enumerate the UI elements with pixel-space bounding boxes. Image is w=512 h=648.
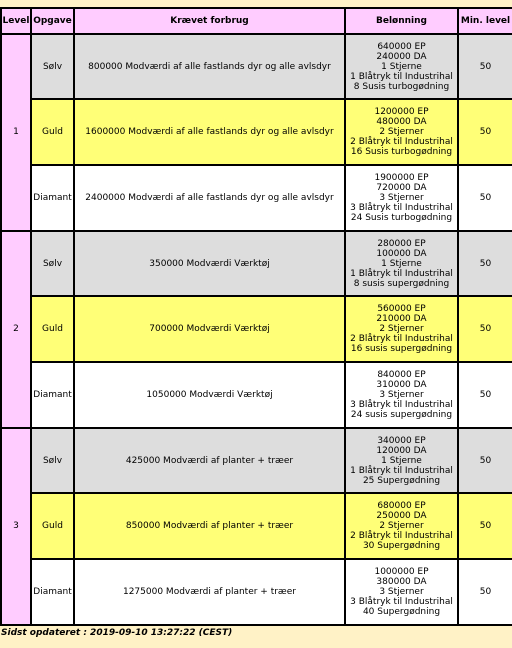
reward-line: 210000 DA	[376, 313, 427, 324]
required-cell: 1275000 Modværdi af planter + træer	[74, 559, 345, 625]
required-cell: 1050000 Modværdi Værktøj	[74, 362, 345, 428]
header-level: Level	[1, 8, 31, 34]
task-cell: Guld	[31, 493, 74, 558]
reward-cell	[345, 165, 458, 231]
reward-cell	[345, 231, 458, 296]
reward-line: 25 Supergødning	[362, 475, 441, 486]
reward-line: 1 Blåtryk til Industrihal	[350, 71, 453, 82]
reward-line: 340000 EP	[377, 435, 426, 446]
reward-cell	[345, 296, 458, 361]
last-updated: Sidst opdateret : 2019-09-10 13:27:22 (CEST)	[1, 628, 233, 638]
reward-line: 24 Susis turbogødning	[350, 212, 453, 223]
required-cell: 350000 Modværdi Værktøj	[74, 231, 345, 296]
reward-line: 3 Stjerner	[379, 192, 424, 203]
table-row	[1, 493, 512, 558]
reward-line: 100000 DA	[376, 248, 427, 259]
level-cell: 2	[1, 231, 31, 428]
reward-line: 1200000 EP	[374, 106, 429, 117]
required-cell: 850000 Modværdi af planter + træer	[74, 493, 345, 558]
table-row	[1, 34, 512, 99]
header-required: Krævet forbrug	[74, 8, 345, 34]
reward-line: 560000 EP	[377, 303, 426, 314]
reward-cell	[345, 34, 458, 99]
quest-table-body	[1, 34, 512, 625]
min-level-cell: 50	[458, 99, 512, 164]
table-row	[1, 559, 512, 625]
task-cell: Sølv	[31, 34, 74, 99]
required-cell: 425000 Modværdi af planter + træer	[74, 428, 345, 493]
task-cell: Diamant	[31, 165, 74, 231]
reward-line: 3 Blåtryk til Industrihal	[350, 202, 453, 213]
table-row	[1, 428, 512, 493]
task-cell: Sølv	[31, 231, 74, 296]
reward-line: 16 susis supergødning	[350, 343, 453, 354]
table-row	[1, 362, 512, 428]
reward-line: 840000 EP	[377, 369, 426, 380]
quest-table	[0, 7, 512, 626]
reward-line: 1 Blåtryk til Industrihal	[350, 465, 453, 476]
level-cell: 3	[1, 428, 31, 625]
required-cell: 700000 Modværdi Værktøj	[74, 296, 345, 361]
reward-line: 1900000 EP	[374, 172, 429, 183]
reward-line: 310000 DA	[376, 379, 427, 390]
reward-line: 2 Stjerner	[379, 126, 424, 137]
required-cell: 1600000 Modværdi af alle fastlands dyr og alle avlsdyr	[74, 99, 345, 164]
min-level-cell: 50	[458, 296, 512, 361]
reward-cell	[345, 559, 458, 625]
reward-line: 2 Stjerner	[379, 323, 424, 334]
reward-line: 8 Susis turbogødning	[353, 81, 450, 92]
min-level-cell: 50	[458, 231, 512, 296]
reward-line: 2 Blåtryk til Industrihal	[350, 530, 453, 541]
header-task: Opgave	[31, 8, 74, 34]
header-reward: Belønning	[345, 8, 458, 34]
reward-line: 24 susis supergødning	[350, 409, 453, 420]
header-min-level: Min. level	[458, 8, 512, 34]
reward-line: 640000 EP	[377, 41, 426, 52]
task-cell: Sølv	[31, 428, 74, 493]
table-row	[1, 165, 512, 231]
reward-line: 720000 DA	[376, 182, 427, 193]
reward-line: 1 Stjerne	[381, 258, 422, 269]
task-cell: Diamant	[31, 559, 74, 625]
reward-cell	[345, 362, 458, 428]
reward-line: 1 Stjerne	[381, 61, 422, 72]
reward-line: 3 Blåtryk til Industrihal	[350, 399, 453, 410]
reward-line: 1 Stjerne	[381, 455, 422, 466]
reward-line: 30 Supergødning	[362, 540, 441, 551]
table-row	[1, 99, 512, 164]
reward-line: 480000 DA	[376, 116, 427, 127]
table-row	[1, 231, 512, 296]
reward-line: 280000 EP	[377, 238, 426, 249]
min-level-cell: 50	[458, 428, 512, 493]
reward-line: 680000 EP	[377, 500, 426, 511]
reward-line: 2 Stjerner	[379, 520, 424, 531]
reward-line: 40 Supergødning	[362, 606, 441, 617]
reward-cell	[345, 493, 458, 558]
min-level-cell: 50	[458, 34, 512, 99]
reward-line: 16 Susis turbogødning	[350, 146, 453, 157]
reward-line: 3 Stjerner	[379, 389, 424, 400]
reward-line: 380000 DA	[376, 576, 427, 587]
required-cell: 800000 Modværdi af alle fastlands dyr og alle avlsdyr	[74, 34, 345, 99]
task-cell: Guld	[31, 99, 74, 164]
min-level-cell: 50	[458, 559, 512, 625]
min-level-cell: 50	[458, 362, 512, 428]
reward-line: 3 Blåtryk til Industrihal	[350, 596, 453, 607]
level-cell: 1	[1, 34, 31, 231]
min-level-cell: 50	[458, 165, 512, 231]
reward-cell	[345, 99, 458, 164]
table-row	[1, 296, 512, 361]
reward-line: 8 susis supergødning	[353, 278, 450, 289]
reward-line: 3 Stjerner	[379, 586, 424, 597]
reward-line: 250000 DA	[376, 510, 427, 521]
reward-line: 1000000 EP	[374, 566, 429, 577]
reward-line: 240000 DA	[376, 51, 427, 62]
header-row	[1, 8, 512, 34]
reward-line: 2 Blåtryk til Industrihal	[350, 333, 453, 344]
min-level-cell: 50	[458, 493, 512, 558]
reward-line: 120000 DA	[376, 445, 427, 456]
reward-line: 2 Blåtryk til Industrihal	[350, 136, 453, 147]
reward-cell	[345, 428, 458, 493]
required-cell: 2400000 Modværdi af alle fastlands dyr og alle avlsdyr	[74, 165, 345, 231]
reward-line: 1 Blåtryk til Industrihal	[350, 268, 453, 279]
task-cell: Diamant	[31, 362, 74, 428]
task-cell: Guld	[31, 296, 74, 361]
